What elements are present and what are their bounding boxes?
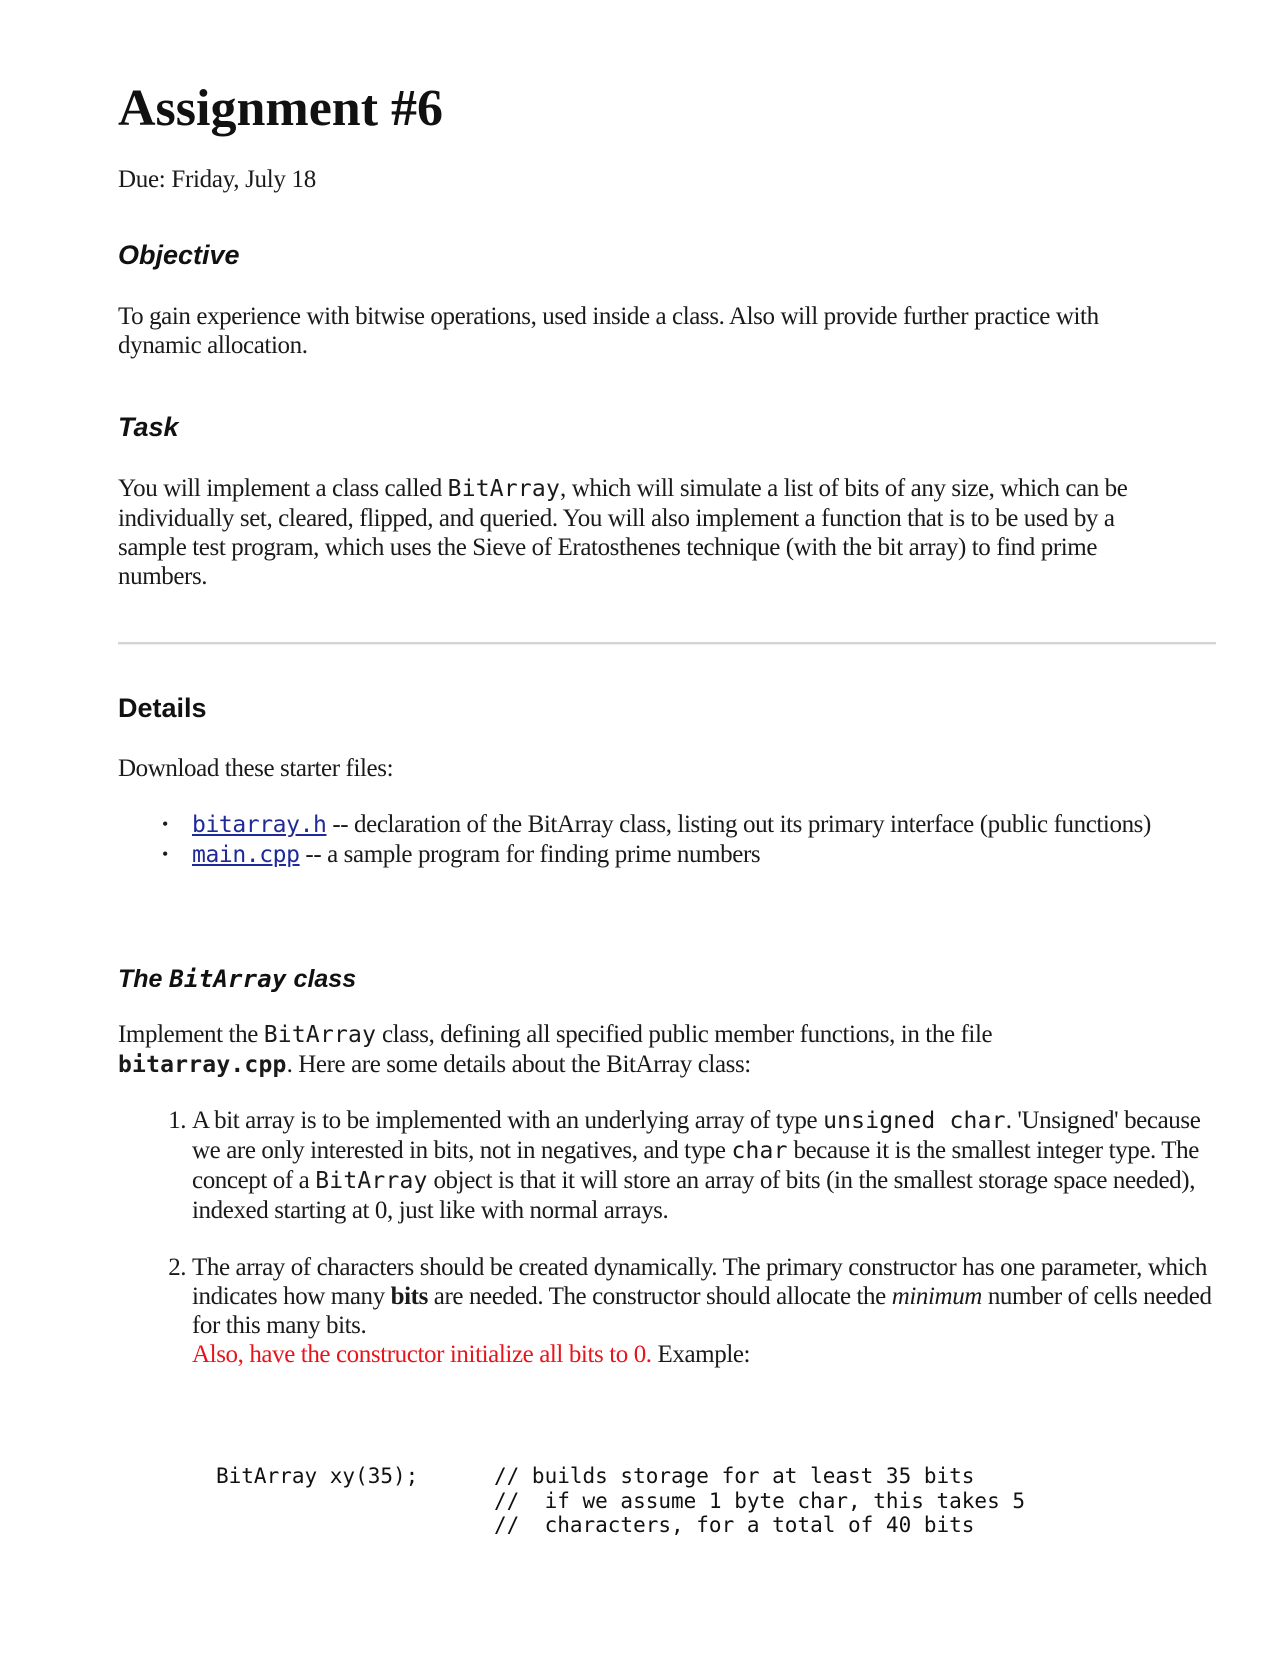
char-code: char: [731, 1138, 788, 1164]
class-name-code: BitArray: [447, 476, 561, 502]
list-item: [192, 1253, 1218, 1369]
file-description: -- a sample program for finding prime numbers: [299, 841, 761, 868]
item2-text-b: are needed. The constructor should allocate the: [427, 1283, 892, 1310]
intro-text-a: Implement the: [118, 1021, 264, 1048]
item2-text-d: Example:: [651, 1341, 751, 1368]
item2-text-a: The array of characters should be created dynamically. The primary constructor has one parameter, which indicates how many: [192, 1254, 1207, 1310]
list-item: [192, 810, 1280, 840]
task-text: [118, 474, 1178, 591]
objective-text: To gain experience with bitwise operations, used inside a class. Also will provide further practice with dynamic allocation.: [118, 303, 1099, 359]
code-text: BitArray xy(35);: [216, 1464, 419, 1488]
list-item: [192, 840, 1280, 870]
item1-text-c: because it is the smallest integer type. The concept of a: [192, 1137, 1199, 1194]
code-comment: // characters, for a total of 40 bits: [494, 1513, 975, 1537]
section-divider: [118, 642, 1216, 645]
details-heading: Details: [118, 693, 207, 723]
code-text: [216, 1513, 494, 1538]
details-list: [118, 1106, 1218, 1369]
intro-class-code: BitArray: [263, 1022, 377, 1048]
task-text-b: , which will simulate a list of bits of any size, which can be individually set, cleared, flipped, and queried. You will also implement a function that is to be used by a sample test program, which uses the Sieve of Eratosthenes technique (with the bit array) to find prime numbers.: [118, 475, 1128, 590]
unsigned-char-code: unsigned char: [823, 1108, 1006, 1134]
bits-bold: bits: [390, 1283, 428, 1310]
code-text: [216, 1489, 494, 1514]
file-description: -- declaration of the BitArray class, listing out its primary interface (public functions): [326, 811, 1151, 838]
bitarray-class-heading: [118, 965, 356, 994]
page-title: Assignment #6: [118, 80, 444, 137]
heading-code: BitArray: [169, 965, 287, 993]
heading-pre: The: [118, 965, 170, 993]
intro-text-c: . Here are some details about the BitArray class:: [286, 1051, 751, 1078]
minimum-italic: minimum: [891, 1283, 982, 1310]
main-cpp-link[interactable]: main.cpp: [192, 842, 300, 868]
bitarray-h-link[interactable]: bitarray.h: [192, 812, 327, 838]
task-heading: Task: [118, 412, 179, 442]
list-item: [192, 1106, 1218, 1225]
constructor-note-red: Also, have the constructor initialize all bits to 0.: [192, 1341, 652, 1368]
bitarray-code: BitArray: [315, 1168, 428, 1194]
code-line: [216, 1464, 1025, 1489]
heading-post: class: [286, 965, 357, 993]
intro-text-b: class, defining all specified public member functions, in the file: [376, 1021, 993, 1048]
code-comment: // builds storage for at least 35 bits: [494, 1464, 975, 1488]
bitarray-class-intro: [118, 1020, 1118, 1080]
code-comment: // if we assume 1 byte char, this takes 5: [494, 1488, 1026, 1513]
item1-text-a: A bit array is to be implemented with an underlying array of type: [192, 1107, 824, 1134]
task-text-a: You will implement a class called: [118, 475, 448, 502]
code-line: [216, 1489, 1025, 1514]
item1-text-d: object is that it will store an array of bits (in the smallest storage space needed), indexed starting at 0, just like with normal arrays.: [192, 1167, 1196, 1224]
item1-text-b: . 'Unsigned' because we are only interested in bits, not in negatives, and type: [192, 1107, 1201, 1164]
code-line: [216, 1513, 1025, 1538]
starter-file-list: [118, 810, 1280, 870]
item2-text-c: number of cells needed for this many bits.: [192, 1283, 1212, 1339]
intro-file-code: bitarray.cpp: [118, 1052, 287, 1078]
code-example: [216, 1464, 1025, 1538]
details-intro: Download these starter files:: [118, 755, 394, 782]
due-date: Due: Friday, July 18: [118, 166, 316, 193]
objective-heading: Objective: [118, 240, 240, 270]
